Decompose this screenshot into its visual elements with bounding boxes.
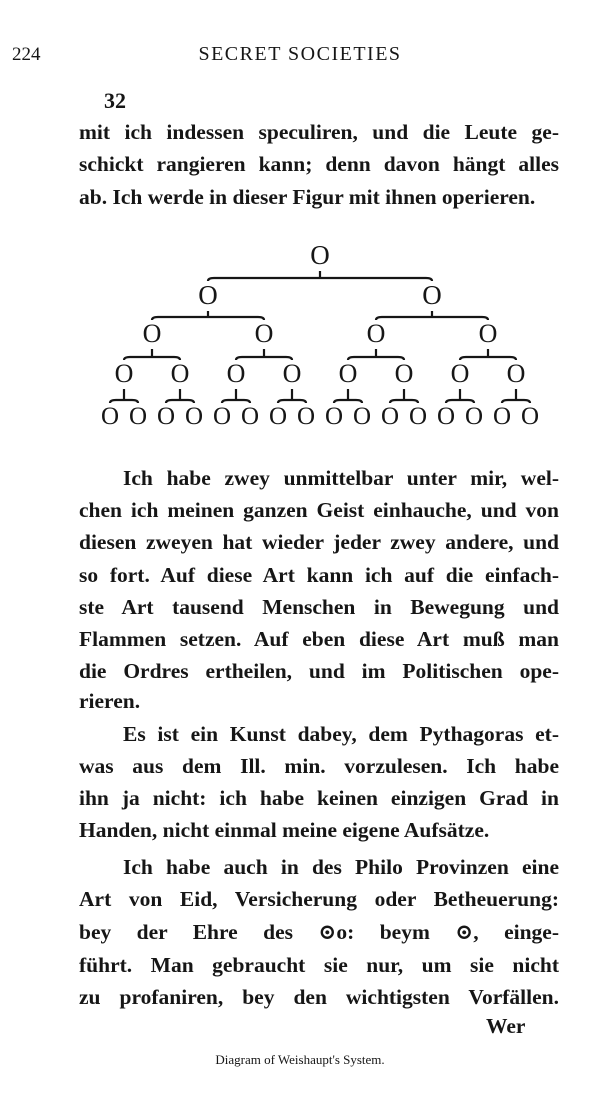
diagram-node: O (366, 319, 386, 348)
diagram-link (334, 389, 362, 403)
paragraph-2-line: Handen, nicht einmal meine eigene Aufsätze. (79, 818, 490, 842)
sheet-number: 32 (104, 88, 126, 113)
diagram-node: O (492, 403, 512, 430)
paragraph-1-line: so fort. Auf diese Art kann ich auf die einfach- (79, 563, 559, 587)
diagram-node: O (478, 319, 498, 348)
diagram-node: O (408, 403, 428, 430)
diagram-node: O (114, 359, 134, 388)
diagram-node: O (184, 403, 204, 430)
diagram-link (278, 389, 306, 403)
paragraph-3-line: Ich habe auch in des Philo Provinzen eine (123, 855, 559, 879)
diagram-node: O (450, 359, 470, 388)
figure-caption: Diagram of Weishaupt's System. (215, 1052, 385, 1067)
paragraph-1-line: die Ordres ertheilen, und im Politischen ope- (79, 659, 559, 683)
diagram-node: O (142, 319, 162, 348)
diagram-node: O (352, 403, 372, 430)
intro-line: ab. Ich werde in dieser Figur mit ihnen operieren. (79, 185, 536, 209)
diagram-link (390, 389, 418, 403)
diagram-link (208, 271, 432, 281)
paragraph-3-line: bey der Ehre des ⊙o: beym ⊙, einge- (79, 920, 559, 944)
diagram-node: O (436, 403, 456, 430)
diagram-node: O (212, 403, 232, 430)
catchword: Wer (486, 1014, 526, 1038)
diagram-node: O (128, 403, 148, 430)
running-head: SECRET SOCIETIES (198, 43, 402, 65)
paragraph-1-line: Flammen setzen. Auf eben diese Art muß man (79, 627, 559, 651)
diagram-link (446, 389, 474, 403)
paragraph-3-line: Art von Eid, Versicherung oder Betheuerung: (79, 887, 559, 911)
paragraph-1-line: chen ich meinen ganzen Geist einhauche, und von (79, 498, 559, 522)
diagram-link (166, 389, 194, 403)
paragraph-1-line: ste Art tausend Menschen in Bewegung und (79, 595, 559, 619)
paragraph-1-line: diesen zweyen hat wieder jeder zwey andere, und (79, 530, 559, 554)
paragraph-3-line: zu profaniren, bey den wichtigsten Vorfällen. (79, 985, 559, 1009)
diagram-link (376, 311, 488, 320)
paragraph-1-line: rieren. (79, 689, 141, 713)
diagram-node: O (282, 359, 302, 388)
diagram-node: O (198, 280, 218, 310)
diagram-node: O (394, 359, 414, 388)
diagram-node: O (268, 403, 288, 430)
paragraph-3-line: führt. Man gebraucht sie nur, um sie nicht (79, 953, 559, 977)
diagram-node: O (310, 240, 330, 270)
intro-line: mit ich indessen speculiren, und die Leute ge- (79, 120, 559, 144)
paragraph-2-line: ihn ja nicht: ich habe keinen einzigen Grad in (79, 786, 559, 810)
diagram-link (152, 311, 264, 320)
diagram-link (222, 389, 250, 403)
diagram-node: O (338, 359, 358, 388)
diagram-node: O (380, 403, 400, 430)
diagram-node: O (240, 403, 260, 430)
page-number: 224 (12, 44, 41, 65)
diagram-node: O (170, 359, 190, 388)
diagram-link (110, 389, 138, 403)
paragraph-2-line: Es ist ein Kunst dabey, dem Pythagoras et- (123, 722, 559, 746)
diagram-node: O (226, 359, 246, 388)
diagram-node: O (296, 403, 316, 430)
diagram-link (502, 389, 530, 403)
intro-line: schickt rangieren kann; denn davon hängt alles (79, 152, 559, 176)
diagram-node: O (464, 403, 484, 430)
paragraph-1-line: Ich habe zwey unmittelbar unter mir, wel- (123, 466, 559, 490)
hierarchy-diagram (0, 230, 600, 440)
diagram-node: O (254, 319, 274, 348)
diagram-node: O (156, 403, 176, 430)
paragraph-2-line: was aus dem Ill. min. vorzulesen. Ich habe (79, 754, 559, 778)
diagram-node: O (422, 280, 442, 310)
diagram-node: O (100, 403, 120, 430)
diagram-node: O (506, 359, 526, 388)
diagram-node: O (324, 403, 344, 430)
diagram-node: O (520, 403, 540, 430)
